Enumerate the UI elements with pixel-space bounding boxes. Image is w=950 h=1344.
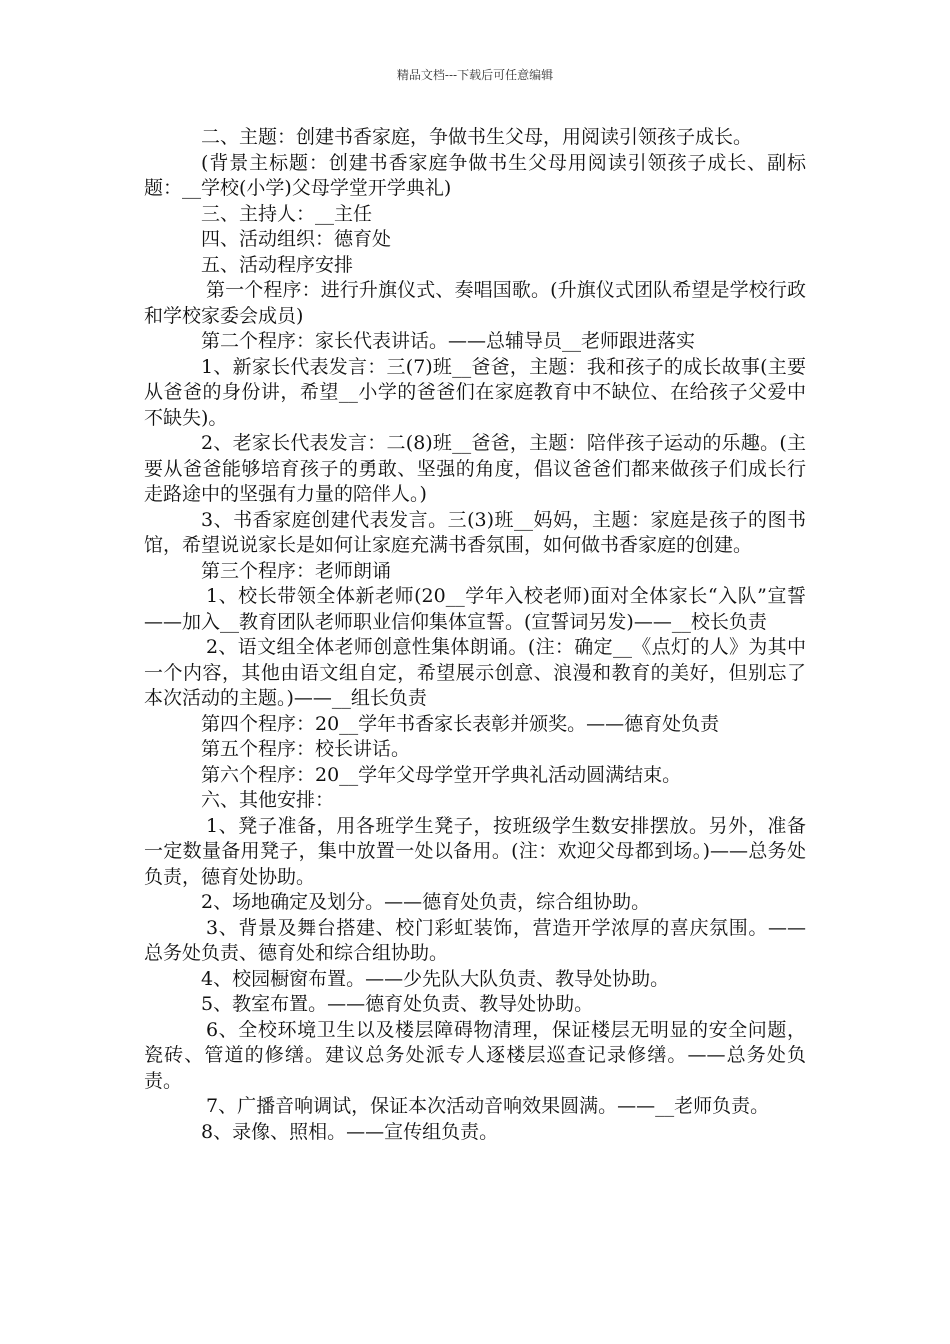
paragraph: 6、全校环境卫生以及楼层障碍物清理，保证楼层无明显的安全问题，瓷砖、管道的修缮。建议总务处派专人逐楼层巡查记录修缮。——总务处负责。: [144, 1018, 806, 1092]
paragraph: 第二个程序：家长代表讲话。——总辅导员__老师跟进落实: [201, 330, 696, 352]
paragraph: (背景主标题：创建书香家庭争做书生父母用阅读引领孩子成长、副标题：__学校(小学)父母学堂开学典礼): [144, 151, 806, 199]
paragraph: 第六个程序：20__学年父母学堂开学典礼活动圆满结束。: [201, 763, 682, 786]
paragraph: 3、背景及舞台搭建、校门彩虹装饰，营造开学浓厚的喜庆氛围。——总务处负责、德育处和综合组协助。: [144, 916, 806, 964]
paragraph: 五、活动程序安排: [201, 253, 354, 276]
paragraph: 8、录像、照相。——宣传组负责。: [201, 1120, 499, 1143]
paragraph: 2、老家长代表发言：二(8)班__爸爸，主题：陪伴孩子运动的乐趣。(主要从爸爸能够培育孩子的勇敢、坚强的角度，倡议爸爸们都来做孩子们成长行走路途中的坚强有力量的陪伴人。): [144, 432, 806, 505]
paragraph: 四、活动组织：德育处: [201, 228, 392, 250]
paragraph: 1、凳子准备，用各班学生凳子，按班级学生数安排摆放。另外，准备一定数量备用凳子，集中放置一处以备用。(注：欢迎父母都到场。)——总务处负责，德育处协助。: [144, 814, 806, 888]
paragraph: 第四个程序：20__学年书香家长表彰并颁奖。——德育处负责: [201, 712, 720, 735]
paragraph: 三、主持人：__主任: [201, 202, 373, 225]
paragraph: 六、其他安排：: [201, 789, 335, 811]
paragraph: 5、教室布置。——德育处负责、教导处协助。: [201, 993, 594, 1015]
paragraph: 二、主题：创建书香家庭，争做书生父母，用阅读引领孩子成长。: [201, 126, 753, 148]
paragraph: 4、校园橱窗布置。——少先队大队负责、教导处协助。: [201, 967, 670, 990]
paragraph: 1、校长带领全体新老师(20__学年入校老师)面对全体家长“入队”宣誓——加入__教育团队老师职业信仰集体宣誓。(宣誓词另发)——__校长负责: [144, 585, 806, 633]
paragraph: 第五个程序：校长讲话。: [201, 738, 411, 760]
paragraph: 1、新家长代表发言：三(7)班__爸爸，主题：我和孩子的成长故事(主要从爸爸的身份讲，希望__小学的爸爸们在家庭教育中不缺位、在给孩子父爱中不缺失)。: [144, 355, 806, 429]
paragraph: 2、语文组全体老师创意性集体朗诵。(注：确定__《点灯的人》为其中一个内容，其他由语文组自定，希望展示创意、浪漫和教育的美好，但别忘了本次活动的主题。)——__组长负责: [144, 636, 806, 709]
paragraph: 3、书香家庭创建代表发言。三(3)班__妈妈，主题：家庭是孩子的图书馆，希望说说家长是如何让家庭充满书香氛围，如何做书香家庭的创建。: [144, 508, 806, 556]
paragraph: 第一个程序：进行升旗仪式、奏唱国歌。(升旗仪式团队希望是学校行政和学校家委会成员): [144, 279, 806, 327]
document-body: [144, 125, 806, 1145]
paragraph: 2、场地确定及划分。——德育处负责，综合组协助。: [201, 891, 651, 913]
paragraph: 第三个程序：老师朗诵: [201, 559, 392, 582]
page-header: 精品文档---下载后可任意编辑: [396, 68, 554, 82]
paragraph: 7、广播音响调试，保证本次活动音响效果圆满。——__老师负责。: [206, 1095, 770, 1117]
